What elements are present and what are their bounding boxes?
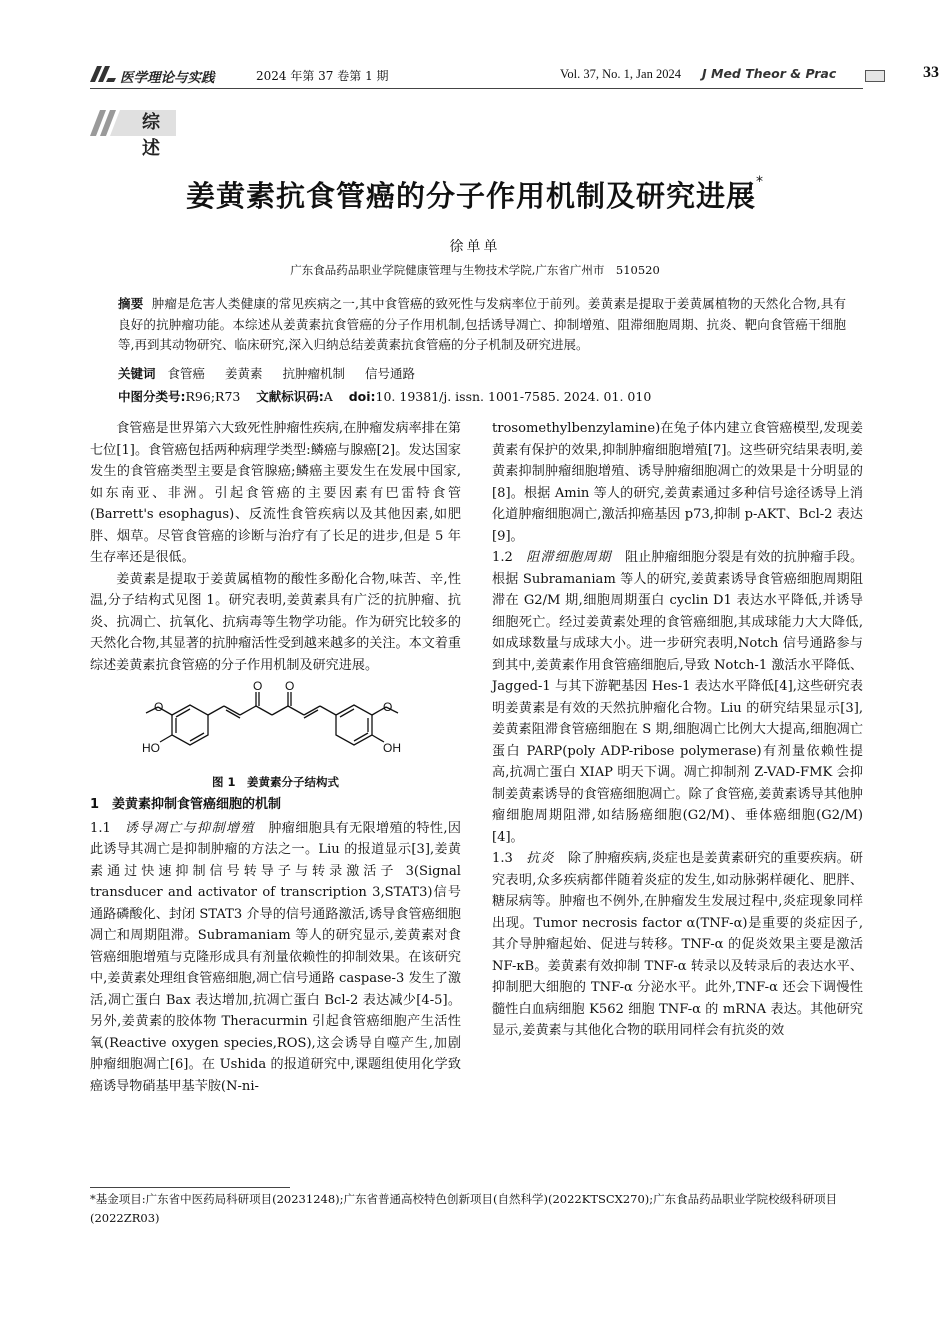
abstract [118, 294, 846, 356]
journal-name-cn: 医学理论与实践 [120, 70, 215, 86]
subsection-number: 1.1 [90, 820, 111, 836]
journal-logo-icon [90, 66, 116, 82]
doc-code-value: A [323, 389, 333, 404]
header-rule [90, 88, 863, 89]
affiliation: 广东食品药品职业学院健康管理与生物技术学院,广东省广州市 510520 [290, 263, 660, 277]
keyword-item: 信号通路 [364, 366, 415, 381]
oxygen-label-2: O [285, 680, 295, 693]
author: 徐单单 [449, 239, 501, 255]
paragraph: 食管癌是世界第六大致死性肿瘤性疾病,在肿瘤发病率排在第七位[1]。食管癌包括两种病理学类型:鳞癌与腺癌[2]。发达国家发生的食管癌类型主要是食管腺癌;鳞癌主要发生在发展中国家,如东南亚、非洲。引起食管癌的主要因素有巴雷特食管(Barrett's esophagus)、反流性食管疾病以及其他因素,如肥胖、烟草。尽管食管癌的诊断与治疗有了长足的进步,但是 5 年生存率还是很低。 [90, 421, 461, 565]
doi-value: 10. 19381/j. issn. 1001-7585. 2024. 01. 010 [375, 389, 652, 404]
figure-caption: 图 1 姜黄素分子结构式 [211, 775, 339, 789]
keywords-label: 关键词 [118, 366, 156, 381]
issue-info-cn: 2024 年第 37 卷第 1 期 [256, 69, 389, 83]
subsection-1-2 [492, 547, 863, 848]
right-column [492, 418, 863, 1042]
subsection-number: 1.2 [492, 550, 513, 565]
subsection-1-3 [492, 848, 863, 1042]
oxygen-label-4: O [383, 700, 393, 714]
doi-label: doi: [348, 389, 376, 404]
keyword-item: 姜黄素 [224, 366, 263, 381]
section-heading: 1 姜黄素抑制食管癌细胞的机制 [90, 797, 282, 812]
subsection-1-1 [90, 818, 461, 1098]
paragraph: 阻止肿瘤细胞分裂是有效的抗肿瘤手段。根据 Subramaniam 等人的研究,姜黄素诱导食管癌细胞周期阻滞在 G2/M 期,细胞周期蛋白 cyclin D1 表达水平降低,并诱导细胞死亡。经过姜黄素处理的食管癌细胞,其成球能力大大降低,如成球数量与成球大小。进一步研究表明,Notch 信号通路参与到其中,姜黄素作用食管癌细胞后,导致 Notch-1 激活水平降低、Jagged-1 与其下游靶基因 Hes-1 表达水平降低[4],这些研究表明姜黄素是有效的天然抗肿瘤化合物。Liu 的研究结果显示[3],姜黄素阻滞食管癌细胞在 S 期,细胞凋亡比例大大提高,细胞凋亡蛋白 PARP(poly ADP-ribose polymerase)有剂量依赖性提高,抗凋亡蛋白 XIAP 明天下调。凋亡抑制剂 Z-VAD-FMK 会抑制姜黄素诱导的食管癌细胞凋亡。除了食管癌,姜黄素诱导其他肿瘤细胞周期阻滞,如结肠癌细胞(G2/M)、垂体癌细胞(G2/M)[4]。 [492, 550, 864, 845]
curcumin-structure-figure [90, 680, 461, 772]
issue-info-en: Vol. 37, No. 1, Jan 2024 [560, 67, 681, 81]
left-column [90, 418, 461, 1097]
page-number: 33 [923, 64, 939, 81]
doc-code-label: 文献标识码: [256, 389, 324, 404]
oxygen-label-1: O [253, 680, 263, 693]
header-box-icon [865, 70, 885, 82]
journal-name-en: J Med Theor & Prac [702, 66, 837, 81]
oxygen-label-3: O [154, 700, 164, 714]
section-tag-label: 综 述 [130, 110, 176, 136]
paragraph: 肿瘤细胞具有无限增殖的特性,因此诱导其凋亡是抑制肿瘤的方法之一。Liu 的报道显示[3],姜黄素通过快速抑制信号转导子与转录激活子 3(Signal transducer and activator of transcription 3,STAT3)信号通路磷酸化、封闭 STAT3 介导的信号通路激活,诱导食管癌细胞凋亡和周期阻滞。Subramaniam 等人的研究显示,姜黄素对食管癌细胞增殖与克隆形成具有剂量依赖性的抑制效果。在该研究中,姜黄素处理组食管癌细胞,凋亡信号通路 caspase-3 发生了激活,凋亡蛋白 Bax 表达增加,抗凋亡蛋白 Bcl-2 表达减少[4-5]。另外,姜黄素的胶体物 Theracurmin 引起食管癌细胞产生活性氧(Reactive oxygen species,ROS),这会诱导自噬产生,加剧肿瘤细胞凋亡[6]。在 Ushida 的报道研究中,课题组使用化学致癌诱导物硝基甲基苄胺(N-ni- [90, 820, 462, 1094]
section-slash-icon [90, 110, 130, 136]
abstract-text: 肿瘤是危害人类健康的常见疾病之一,其中食管癌的致死性与发病率位于前列。姜黄素是提取于姜黄属植物的天然化合物,具有良好的抗肿瘤功能。本综述从姜黄素抗食管癌的分子作用机制,包括诱导凋亡、抑制增殖、阻滞细胞周期、抗炎、靶向食管癌干细胞等,再到其动物研究、临床研究,深入归纳总结姜黄素抗食管癌的分子机制及研究进展。 [118, 296, 846, 352]
footnote: *基金项目:广东省中医药局科研项目(20231248);广东省普通高校特色创新项目(自然科学)(2022KTSCX270);广东食品药品职业学院校级科研项目(2022ZR03) [90, 1192, 838, 1225]
subsection-number: 1.3 [492, 851, 513, 866]
title-footnote-mark: * [756, 174, 764, 190]
keyword-item: 食管癌 [167, 366, 205, 381]
running-header [90, 64, 939, 86]
hydroxyl-label-right: OH [383, 741, 401, 755]
article-title [0, 174, 950, 215]
footnote-rule [90, 1187, 290, 1188]
hydroxyl-label-left: HO [142, 741, 160, 755]
keyword-item: 抗肿瘤机制 [282, 366, 345, 381]
classification [118, 387, 651, 405]
abstract-label: 摘要 [118, 296, 144, 311]
subsection-title: 抗炎 [526, 851, 555, 866]
clc-label: 中图分类号: [118, 389, 186, 404]
paragraph: 除了肿瘤疾病,炎症也是姜黄素研究的重要疾病。研究表明,众多疾病都伴随着炎症的发生,如动脉粥样硬化、肥胖、糖尿病等。肿瘤也不例外,在肿瘤发生发展过程中,炎症现象同样出现。Tumor necrosis factor α(TNF-α)是重要的炎症因子,其介导肿瘤起始、促进与转移。TNF-α 的促炎效果主要是激活 NF-κB。姜黄素有效抑制 TNF-α 转录以及转录后的表达水平、抑制肥大细胞的 TNF-α 分泌水平。此外,TNF-α 还会下调慢性髓性白血病细胞 K562 细胞 TNF-α 的 mRNA 表达。其他研究显示,姜黄素与其他化合物的联用同样会有抗炎的效 [492, 851, 864, 1038]
curcumin-structure-diagram [130, 680, 420, 772]
paragraph: 姜黄素是提取于姜黄属植物的酸性多酚化合物,味苦、辛,性温,分子结构式见图 1。研究表明,姜黄素具有广泛的抗肿瘤、抗炎、抗凋亡、抗氧化、抗病毒等生物学功能。作为研究比较多的天然化合物,其显著的抗肿瘤活性受到越来越多的关注。本文着重综述姜黄素抗食管癌的分子作用机制及研究进展。 [90, 571, 461, 673]
subsection-title: 诱导凋亡与抑制增殖 [124, 820, 255, 836]
paragraph: trosomethylbenzylamine)在兔子体内建立食管癌模型,发现姜黄素有保护的效果,抑制肿瘤细胞增殖[7]。这些研究结果表明,姜黄素抑制肿瘤细胞增殖、诱导肿瘤细胞凋亡的效果是十分明显的[8]。根据 Amin 等人的研究,姜黄素通过多种信号途径诱导上消化道肿瘤细胞凋亡,激活抑癌基因 p73,抑制 p-AKT、Bcl-2 表达[9]。 [492, 421, 863, 544]
article-title-text: 姜黄素抗食管癌的分子作用机制及研究进展 [185, 179, 756, 213]
subsection-title: 阻滞细胞周期 [526, 550, 612, 565]
clc-value: R96;R73 [185, 389, 241, 404]
keywords [118, 364, 431, 382]
